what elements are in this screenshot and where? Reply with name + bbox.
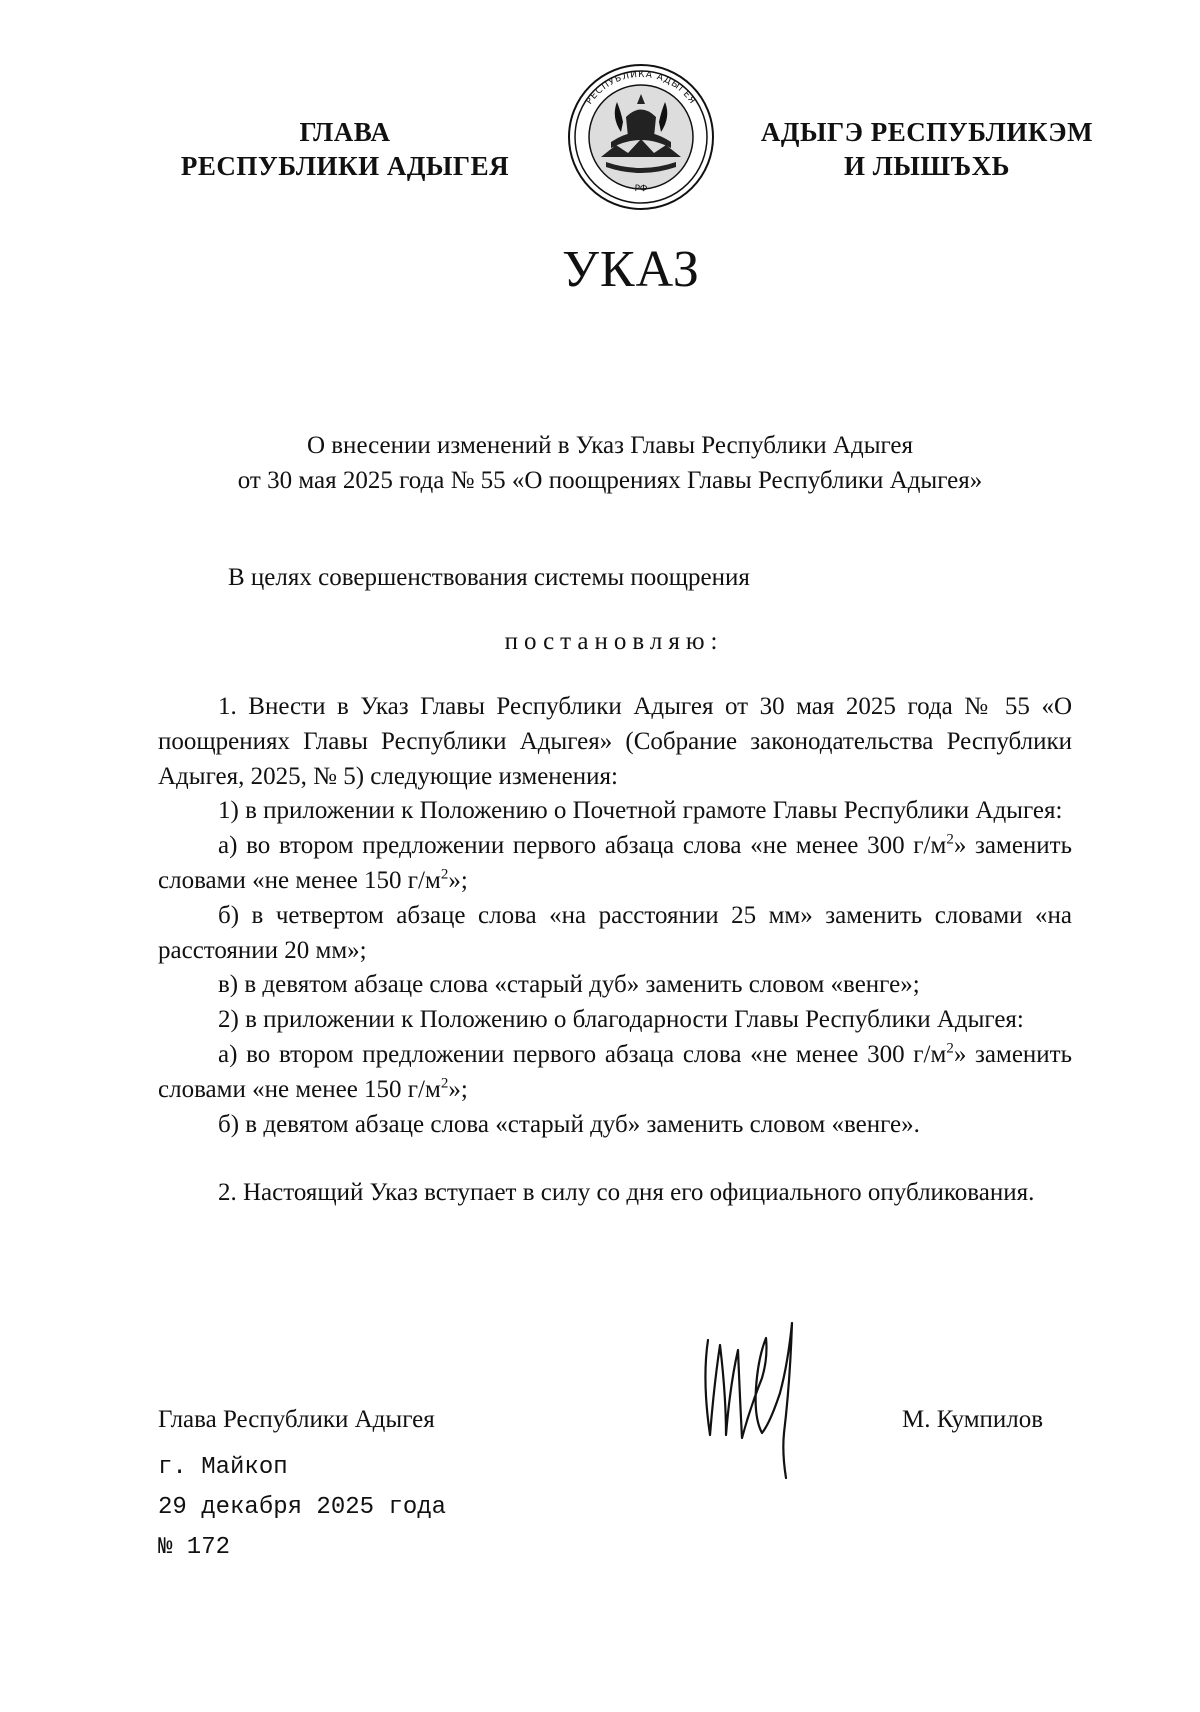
paragraph-1-2-a-mid: » заменить словами «не менее 150 г/м <box>158 1040 1072 1103</box>
paragraph-1-2: 2) в приложении к Положению о благодарности Главы Республики Адыгея: <box>218 1006 1024 1034</box>
footer-date: 29 декабря 2025 года <box>158 1494 447 1521</box>
superscript: 2 <box>440 866 449 883</box>
header-left-line1: ГЛАВА <box>299 117 391 147</box>
document-footer <box>158 1448 446 1568</box>
signatory-position: Глава Республики Адыгея <box>158 1406 435 1433</box>
paragraph-1-1-c: в) в девятом абзаце слова «старый дуб» заменить словом «венге»; <box>218 971 920 999</box>
header-right-line2: И ЛЫШЪХЬ <box>843 151 1011 181</box>
document-title: УКАЗ <box>562 241 700 298</box>
footer-city: г. Майкоп <box>158 1454 288 1481</box>
superscript: 2 <box>440 1075 449 1092</box>
paragraph-1-1-a <box>158 829 1072 899</box>
superscript: 2 <box>946 831 954 848</box>
subject-line1: О внесении изменений в Указ Главы Республики Адыгея <box>306 432 914 459</box>
paragraph-1-2-a-before: а) во втором предложении первого абзаца слова «не менее 300 г/м <box>218 1040 947 1068</box>
paragraph-1-2-a <box>158 1038 1072 1108</box>
seal-text-bottom: РФ <box>634 183 648 195</box>
resolve-word: постановляю: <box>504 628 724 655</box>
document-subject <box>150 428 1070 498</box>
handwritten-signature <box>690 1300 820 1480</box>
preamble: В целях совершенствования системы поощрения <box>228 564 750 591</box>
header-right <box>742 115 1112 183</box>
paragraph-1-1: 1) в приложении к Положению о Почетной грамоте Главы Республики Адыгея: <box>218 797 1063 825</box>
paragraph-1-1-b: б) в четвертом абзаце слова «на расстоянии 25 мм» заменить словами «на расстоянии 20 мм»; <box>158 901 1072 964</box>
paragraph-1-2-b: б) в девятом абзаце слова «старый дуб» заменить словом «венге». <box>218 1110 920 1138</box>
seal-text-top: РЕСПУБЛИКА АДЫГЕЯ <box>584 69 698 107</box>
paragraph-2: 2. Настоящий Указ вступает в силу со дня его официального опубликования. <box>218 1179 1035 1207</box>
paragraph-1-1-a-mid: » заменить словами «не менее 150 г/м <box>158 832 1072 894</box>
header-right-line1: АДЫГЭ РЕСПУБЛИКЭМ <box>760 117 1094 147</box>
paragraph-1-1-a-after: »; <box>448 866 468 894</box>
document-body <box>158 690 1072 1211</box>
header-left <box>160 115 530 183</box>
paragraph-1-2-a-after: »; <box>448 1075 468 1103</box>
paragraph-1: 1. Внести в Указ Главы Республики Адыгея от 30 мая 2025 года № 55 «О поощрениях Главы Республики Адыгея» (Собрание законодательства Республики Адыгея, 2025, № 5) следующие изменения: <box>158 693 1072 790</box>
signatory-name: М. Кумпилов <box>902 1406 1044 1433</box>
coat-of-arms-emblem <box>566 62 716 212</box>
superscript: 2 <box>946 1040 954 1057</box>
paragraph-1-1-a-before: а) во втором предложении первого абзаца слова «не менее 300 г/м <box>218 832 947 860</box>
subject-line2: от 30 мая 2025 года № 55 «О поощрениях Главы Республики Адыгея» <box>237 467 983 494</box>
header-left-line2: РЕСПУБЛИКИ АДЫГЕЯ <box>180 151 510 181</box>
footer-number: № 172 <box>158 1534 231 1561</box>
svg-text:РФ <box>634 184 648 194</box>
